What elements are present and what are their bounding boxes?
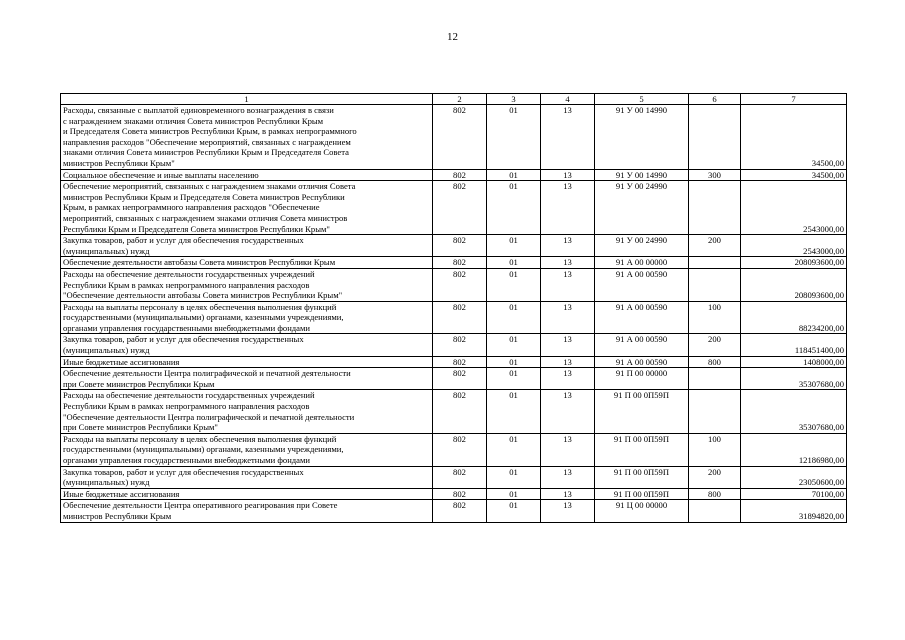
table-row [61,235,847,257]
subsection-code-cell: 13 [541,356,595,368]
row-name-cell: Обеспечение деятельности автобазы Совета министров Республики Крым [61,257,433,269]
header-cell: 7 [741,94,847,105]
expense-type-cell [689,368,741,390]
amount-cell: 31894820,00 [741,500,847,522]
target-article-cell: 91 А 00 00590 [595,268,689,301]
expense-type-cell: 200 [689,235,741,257]
expense-type-cell: 100 [689,433,741,466]
header-row [61,94,847,105]
subsection-code-cell: 13 [541,433,595,466]
amount-cell: 34500,00 [741,169,847,181]
ministry-code-cell: 802 [433,368,487,390]
ministry-code-cell: 802 [433,235,487,257]
target-article-cell: 91 А 00 00590 [595,356,689,368]
table-row [61,356,847,368]
target-article-cell: 91 П 00 0П59П [595,466,689,488]
expense-type-cell: 300 [689,169,741,181]
ministry-code-cell: 802 [433,257,487,269]
table-row [61,334,847,356]
page-number: 12 [447,31,458,43]
target-article-cell: 91 Ц 00 00000 [595,500,689,522]
table-row [61,181,847,235]
row-name-cell: Закупка товаров, работ и услуг для обеспечения государственных (муниципальных) нужд [61,466,433,488]
row-name-cell: Обеспечение мероприятий, связанных с награждением знаками отличия Совета министров Республики Крым и Председателя Совета министров Республики Крым, в рамках непрограммного направления расходов "Обеспечение мероприятий, связанных с награждением знаками отличия Совета министров Республики Крым и Председателя Совета министров Республики Крым" [61,181,433,235]
expense-type-cell: 800 [689,488,741,500]
subsection-code-cell: 13 [541,105,595,170]
section-code-cell: 01 [487,466,541,488]
section-code-cell: 01 [487,368,541,390]
section-code-cell: 01 [487,105,541,170]
expense-type-cell: 100 [689,301,741,334]
header-cell: 2 [433,94,487,105]
target-article-cell: 91 П 00 00000 [595,368,689,390]
table-row [61,368,847,390]
table-row [61,488,847,500]
target-article-cell: 91 П 00 0П59П [595,390,689,433]
target-article-cell: 91 У 00 14990 [595,169,689,181]
ministry-code-cell: 802 [433,433,487,466]
amount-cell: 70100,00 [741,488,847,500]
table-row [61,500,847,522]
target-article-cell: 91 У 00 24990 [595,235,689,257]
ministry-code-cell: 802 [433,334,487,356]
amount-cell: 2543000,00 [741,235,847,257]
amount-cell: 1408000,00 [741,356,847,368]
subsection-code-cell: 13 [541,181,595,235]
table-row [61,268,847,301]
amount-cell: 35307680,00 [741,390,847,433]
row-name-cell: Расходы на обеспечение деятельности государственных учреждений Республики Крым в рамках непрограммного направления расходов "Обеспечение деятельности автобазы Совета министров Республики Крым" [61,268,433,301]
row-name-cell: Расходы на обеспечение деятельности государственных учреждений Республики Крым в рамках непрограммного направления расходов "Обеспечение деятельности Центра полиграфической и печатной деятельности при Совете министров Республики Крым" [61,390,433,433]
row-name-cell: Иные бюджетные ассигнования [61,356,433,368]
target-article-cell: 91 А 00 00590 [595,334,689,356]
header-cell: 1 [61,94,433,105]
section-code-cell: 01 [487,488,541,500]
row-name-cell: Иные бюджетные ассигнования [61,488,433,500]
row-name-cell: Обеспечение деятельности Центра оперативного реагирования при Совете министров Республики Крым [61,500,433,522]
ministry-code-cell: 802 [433,105,487,170]
ministry-code-cell: 802 [433,268,487,301]
target-article-cell: 91 А 00 00000 [595,257,689,269]
expense-type-cell [689,390,741,433]
amount-cell: 88234200,00 [741,301,847,334]
target-article-cell: 91 У 00 24990 [595,181,689,235]
expense-type-cell [689,105,741,170]
row-name-cell: Расходы на выплаты персоналу в целях обеспечения выполнения функций государственными (муниципальными) органами, казенными учреждениями, органами управления государственными внебюджетными фондами [61,301,433,334]
table-row [61,433,847,466]
amount-cell: 118451400,00 [741,334,847,356]
table-row [61,169,847,181]
amount-cell: 208093600,00 [741,257,847,269]
amount-cell: 23050600,00 [741,466,847,488]
subsection-code-cell: 13 [541,500,595,522]
section-code-cell: 01 [487,169,541,181]
section-code-cell: 01 [487,334,541,356]
section-code-cell: 01 [487,500,541,522]
table-row [61,105,847,170]
section-code-cell: 01 [487,181,541,235]
ministry-code-cell: 802 [433,181,487,235]
section-code-cell: 01 [487,257,541,269]
ministry-code-cell: 802 [433,169,487,181]
table-row [61,301,847,334]
expense-type-cell: 200 [689,334,741,356]
amount-cell: 2543000,00 [741,181,847,235]
expense-type-cell: 800 [689,356,741,368]
header-cell: 6 [689,94,741,105]
section-code-cell: 01 [487,433,541,466]
header-cell: 5 [595,94,689,105]
amount-cell: 208093600,00 [741,268,847,301]
table-row [61,466,847,488]
table-row [61,257,847,269]
ministry-code-cell: 802 [433,488,487,500]
target-article-cell: 91 У 00 14990 [595,105,689,170]
section-code-cell: 01 [487,390,541,433]
expense-type-cell [689,268,741,301]
ministry-code-cell: 802 [433,390,487,433]
subsection-code-cell: 13 [541,268,595,301]
row-name-cell: Обеспечение деятельности Центра полиграфической и печатной деятельности при Совете министров Республики Крым [61,368,433,390]
budget-table [60,93,847,523]
target-article-cell: 91 А 00 00590 [595,301,689,334]
amount-cell: 35307680,00 [741,368,847,390]
expense-type-cell [689,181,741,235]
subsection-code-cell: 13 [541,301,595,334]
subsection-code-cell: 13 [541,488,595,500]
row-name-cell: Закупка товаров, работ и услуг для обеспечения государственных (муниципальных) нужд [61,334,433,356]
section-code-cell: 01 [487,235,541,257]
subsection-code-cell: 13 [541,466,595,488]
row-name-cell: Закупка товаров, работ и услуг для обеспечения государственных (муниципальных) нужд [61,235,433,257]
section-code-cell: 01 [487,268,541,301]
target-article-cell: 91 П 00 0П59П [595,433,689,466]
expense-type-cell: 200 [689,466,741,488]
section-code-cell: 01 [487,356,541,368]
subsection-code-cell: 13 [541,334,595,356]
expense-type-cell [689,257,741,269]
ministry-code-cell: 802 [433,356,487,368]
subsection-code-cell: 13 [541,169,595,181]
amount-cell: 12186980,00 [741,433,847,466]
subsection-code-cell: 13 [541,390,595,433]
header-cell: 4 [541,94,595,105]
header-cell: 3 [487,94,541,105]
target-article-cell: 91 П 00 0П59П [595,488,689,500]
section-code-cell: 01 [487,301,541,334]
ministry-code-cell: 802 [433,301,487,334]
amount-cell: 34500,00 [741,105,847,170]
ministry-code-cell: 802 [433,500,487,522]
table-row [61,390,847,433]
ministry-code-cell: 802 [433,466,487,488]
subsection-code-cell: 13 [541,235,595,257]
row-name-cell: Социальное обеспечение и иные выплаты населению [61,169,433,181]
subsection-code-cell: 13 [541,257,595,269]
row-name-cell: Расходы, связанные с выплатой единовременного вознаграждения в связи с награждением знаками отличия Совета министров Республики Крым и Председателя Совета министров Республики Крым, в рамках непрограммного направления расходов "Обеспечение мероприятий, связанных с награждением знаками отличия Совета министров Республики Крым и Председателя Совета министров Республики Крым" [61,105,433,170]
expense-type-cell [689,500,741,522]
subsection-code-cell: 13 [541,368,595,390]
row-name-cell: Расходы на выплаты персоналу в целях обеспечения выполнения функций государственными (муниципальными) органами, казенными учреждениями, органами управления государственными внебюджетными фондами [61,433,433,466]
